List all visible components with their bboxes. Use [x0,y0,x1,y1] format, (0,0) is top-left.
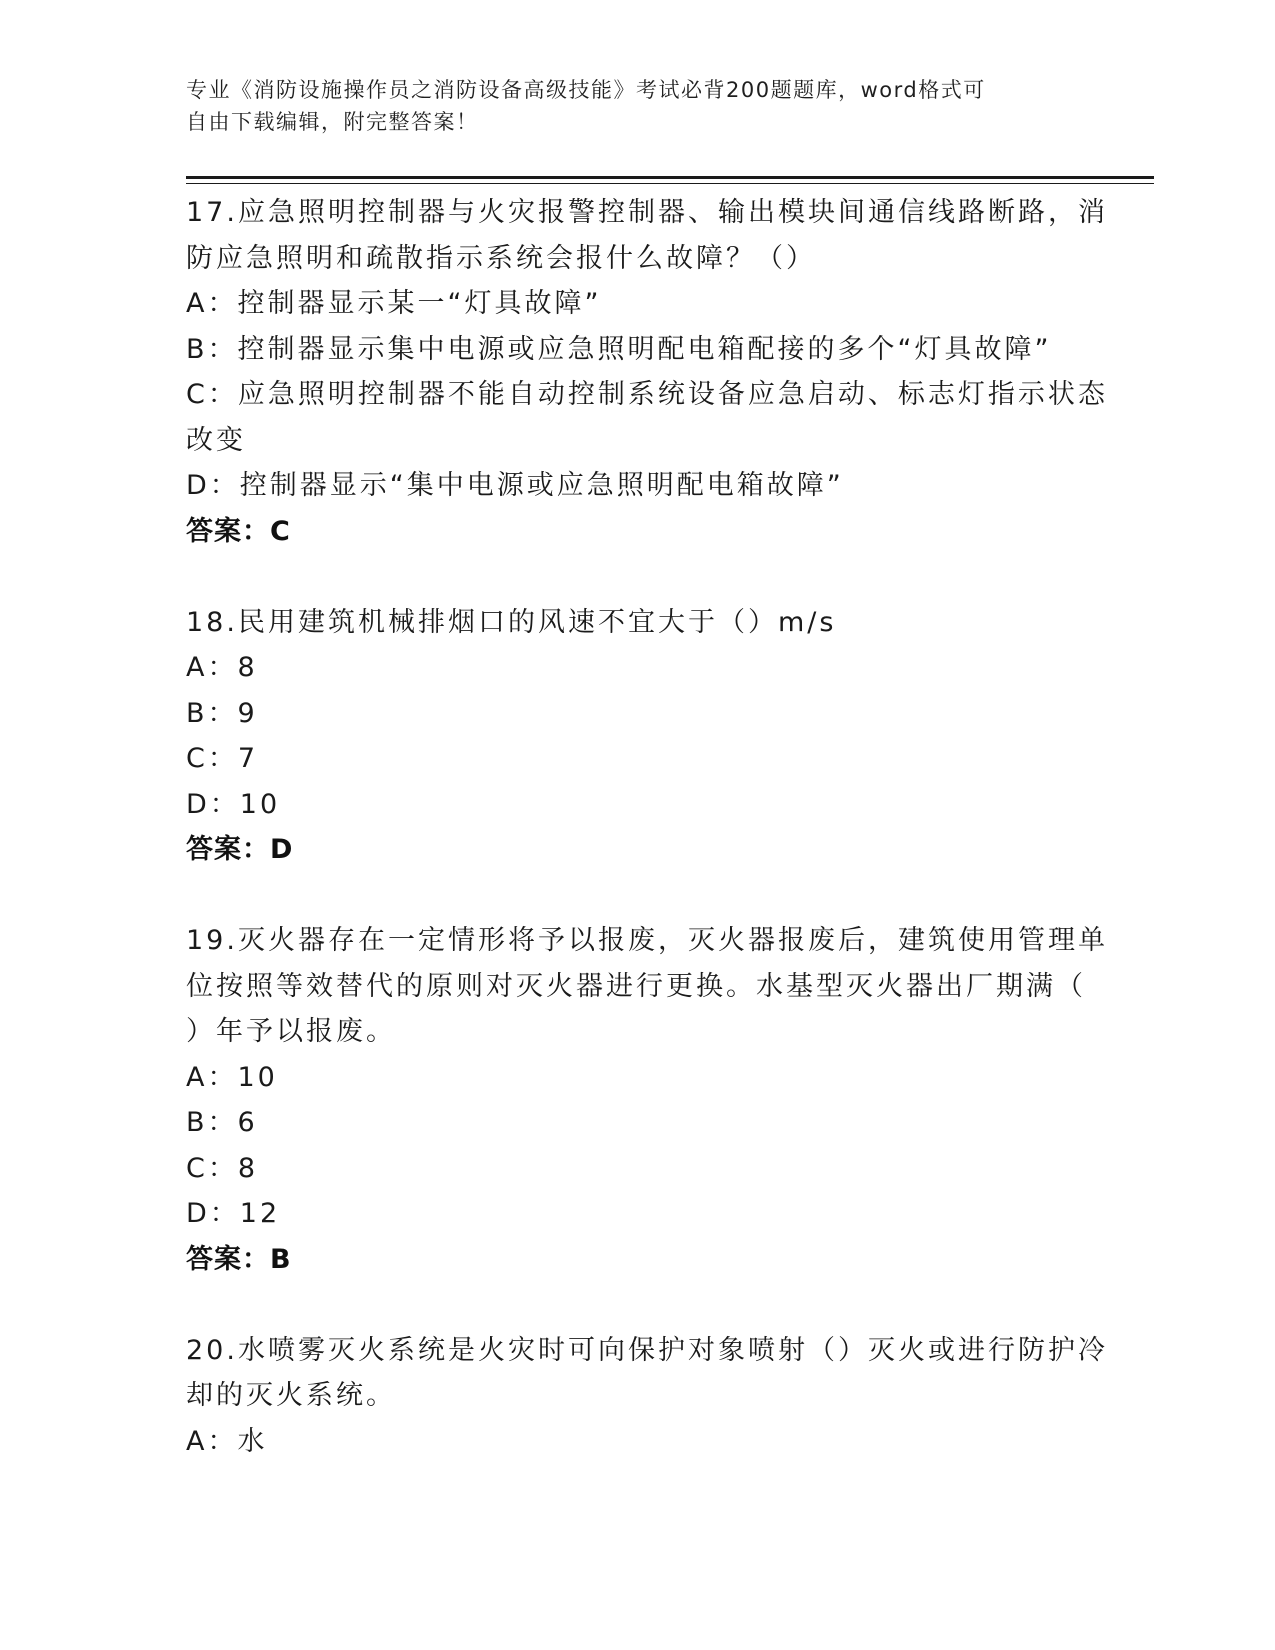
question-stem-line: ）年予以报废。 [186,1016,396,1047]
option-c-continued: 改变 [186,424,246,456]
option-a: A：控制器显示某一“灯具故障” [186,288,602,319]
question-stem-line: 却的灭火系统。 [186,1380,396,1411]
header-line-2: 自由下载编辑，附完整答案！ [186,110,479,134]
option-c: C：应急照明控制器不能自动控制系统设备应急启动、标志灯指示状态 [186,379,1108,410]
question-list [186,190,1108,1464]
option-a: A：8 [186,652,258,683]
option-b: B：6 [186,1107,258,1138]
header-divider-thick [186,176,1154,179]
option-d: D：控制器显示“集中电源或应急照明配电箱故障” [186,470,844,501]
answer-label: 答案：B [186,1243,292,1275]
option-d: D：12 [186,1198,281,1229]
question-stem-line: 18.民用建筑机械排烟口的风速不宜大于（）m/s [186,606,837,638]
option-d: D：10 [186,788,281,820]
option-c: C：7 [186,743,259,774]
document-header [186,74,1066,138]
question-stem-line: 20.水喷雾灭火系统是火灾时可向保护对象喷射（）灭火或进行防护冷 [186,1334,1108,1366]
question-19 [186,918,1108,1282]
option-c: C：8 [186,1152,259,1184]
option-a: A：水 [186,1425,268,1457]
option-b: B：9 [186,697,258,729]
header-divider-thin [186,183,1154,184]
question-stem-line: 19.灭火器存在一定情形将予以报废，灭火器报废后，建筑使用管理单 [186,925,1108,956]
question-17 [186,190,1108,554]
question-20 [186,1328,1108,1465]
question-18 [186,600,1086,873]
header-line-1: 专业《消防设施操作员之消防设备高级技能》考试必背200题题库，word格式可 [186,78,986,102]
question-stem-line: 防应急照明和疏散指示系统会报什么故障？（） [186,242,816,274]
question-stem-line: 位按照等效替代的原则对灭火器进行更换。水基型灭火器出厂期满（ [186,970,1086,1002]
question-spacer [186,1282,1086,1328]
question-stem-line: 17.应急照明控制器与火灾报警控制器、输出模块间通信线路断路，消 [186,197,1108,228]
answer-label: 答案：C [186,515,291,547]
question-spacer [186,873,1086,919]
option-b: B：控制器显示集中电源或应急照明配电箱配接的多个“灯具故障” [186,333,1052,365]
option-a: A：10 [186,1061,278,1093]
question-spacer [186,554,1086,600]
answer-label: 答案：D [186,834,294,865]
